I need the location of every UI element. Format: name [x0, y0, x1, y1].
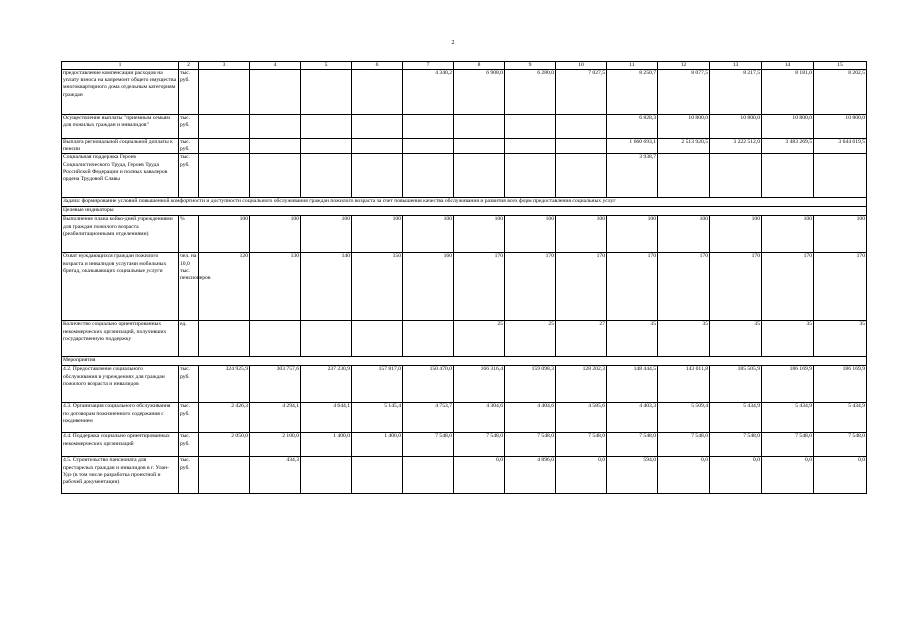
value-cell: 5 434,9: [710, 403, 762, 433]
table-row: [62, 70, 867, 115]
value-cell: 35: [658, 321, 710, 357]
value-cell: 7 548,0: [814, 433, 867, 457]
value-cell: 100: [658, 216, 710, 253]
value-cell: [199, 321, 250, 357]
value-cell: 7 548,0: [710, 433, 762, 457]
row-name: Социальная поддержка Героев Социалистического Труда, Героев Труда Российской Федерации и полных кавалеров ордена Трудовой Славы: [62, 154, 179, 198]
value-cell: [352, 457, 403, 494]
value-cell: 7 548,0: [658, 433, 710, 457]
value-cell: 140: [301, 253, 352, 321]
value-cell: [199, 457, 250, 494]
value-cell: 100: [814, 216, 867, 253]
value-cell: 120: [199, 253, 250, 321]
value-cell: 5 145,4: [352, 403, 403, 433]
value-cell: [658, 154, 710, 198]
column-header: 8: [454, 62, 505, 70]
value-cell: 166 316,4: [454, 366, 505, 403]
value-cell: 3 644 619,5: [814, 139, 867, 154]
value-cell: 143 011,8: [658, 366, 710, 403]
value-cell: 150: [352, 253, 403, 321]
row-name: 4.5. Строительство пансионата для престарелых граждан и инвалидов в г. Улан-Удэ (в том числе разработка проектной и рабочей документации): [62, 457, 179, 494]
row-unit: тыс. руб.: [179, 433, 199, 457]
value-cell: 100: [710, 216, 762, 253]
value-cell: 4 896,0: [505, 457, 556, 494]
column-header: 11: [607, 62, 658, 70]
value-cell: 170: [505, 253, 556, 321]
value-cell: 1 400,0: [301, 433, 352, 457]
value-cell: 4 403,3: [607, 403, 658, 433]
section-title: Задача: формирование условий повышенной комфортности и доступности социального обслуживания граждан пожилого возраста за счет повышения качества обслуживания и развития всех форм предоставления социальных услуг: [62, 198, 867, 207]
value-cell: [556, 154, 607, 198]
value-cell: 324 925,9: [199, 366, 250, 403]
value-cell: 35: [762, 321, 814, 357]
value-cell: 0,0: [814, 457, 867, 494]
row-name: 4.3. Организация социального обслуживания по договорам пожизненного содержания с иждивением: [62, 403, 179, 433]
value-cell: 4 644,1: [301, 403, 352, 433]
column-header: 12: [658, 62, 710, 70]
value-cell: 8 217,5: [710, 70, 762, 115]
column-header: 6: [352, 62, 403, 70]
column-header: 5: [301, 62, 352, 70]
value-cell: [250, 139, 301, 154]
section-row: [62, 207, 867, 216]
value-cell: 5 509,4: [658, 403, 710, 433]
value-cell: [403, 321, 454, 357]
value-cell: [403, 457, 454, 494]
value-cell: 0,0: [710, 457, 762, 494]
row-name: 4.2. Предоставление социального обслуживания в учреждениях для граждан пожилого возраста и инвалидов: [62, 366, 179, 403]
value-cell: 100: [607, 216, 658, 253]
value-cell: 303 757,6: [250, 366, 301, 403]
value-cell: [454, 139, 505, 154]
column-header: 1: [62, 62, 179, 70]
value-cell: 4 753,7: [403, 403, 454, 433]
value-cell: [505, 115, 556, 139]
value-cell: [403, 154, 454, 198]
value-cell: 4 404,6: [505, 403, 556, 433]
value-cell: 4 340,2: [403, 70, 454, 115]
table-row: [62, 154, 867, 198]
value-cell: [199, 70, 250, 115]
row-unit: тыс. руб.: [179, 403, 199, 433]
value-cell: 7 548,0: [607, 433, 658, 457]
value-cell: 7 548,0: [505, 433, 556, 457]
budget-table: [61, 61, 867, 494]
value-cell: [199, 154, 250, 198]
value-cell: 8 077,5: [658, 70, 710, 115]
row-name: Выплата региональной социальной доплаты к пенсии: [62, 139, 179, 154]
value-cell: [352, 321, 403, 357]
value-cell: 5 434,9: [814, 403, 867, 433]
value-cell: 1 660 693,1: [607, 139, 658, 154]
row-unit: чел. на 10,0 тыс. пенсионеров: [179, 253, 199, 321]
value-cell: 3 222 512,0: [710, 139, 762, 154]
value-cell: 7 548,0: [454, 433, 505, 457]
value-cell: 5 434,9: [762, 403, 814, 433]
value-cell: 8 202,5: [814, 70, 867, 115]
column-header: 10: [556, 62, 607, 70]
row-unit: ед.: [179, 321, 199, 357]
value-cell: 100: [556, 216, 607, 253]
section-row: [62, 198, 867, 207]
value-cell: 10 800,0: [658, 115, 710, 139]
column-header: 9: [505, 62, 556, 70]
value-cell: 8 250,7: [607, 70, 658, 115]
value-cell: 3 483 269,5: [762, 139, 814, 154]
value-cell: 100: [454, 216, 505, 253]
value-cell: 100: [250, 216, 301, 253]
value-cell: 27: [556, 321, 607, 357]
header-row: [62, 62, 867, 70]
value-cell: [403, 139, 454, 154]
row-unit: тыс. руб.: [179, 115, 199, 139]
value-cell: 100: [352, 216, 403, 253]
value-cell: 100: [762, 216, 814, 253]
value-cell: [454, 154, 505, 198]
value-cell: 148 444,5: [607, 366, 658, 403]
value-cell: 186 169,9: [762, 366, 814, 403]
value-cell: 4 304,6: [454, 403, 505, 433]
value-cell: 170: [762, 253, 814, 321]
value-cell: 128 202,3: [556, 366, 607, 403]
value-cell: [301, 70, 352, 115]
table-row: [62, 115, 867, 139]
row-unit: %: [179, 216, 199, 253]
column-header: 15: [814, 62, 867, 70]
table-row: [62, 321, 867, 357]
row-unit: тыс. руб.: [179, 70, 199, 115]
value-cell: 2 100,0: [250, 433, 301, 457]
value-cell: [352, 115, 403, 139]
value-cell: 4 585,6: [556, 403, 607, 433]
value-cell: [505, 139, 556, 154]
value-cell: [403, 115, 454, 139]
value-cell: 2 426,3: [199, 403, 250, 433]
value-cell: 0,0: [762, 457, 814, 494]
value-cell: [250, 115, 301, 139]
row-unit: тыс. руб.: [179, 457, 199, 494]
value-cell: [454, 115, 505, 139]
value-cell: 35: [710, 321, 762, 357]
value-cell: [301, 154, 352, 198]
value-cell: 170: [814, 253, 867, 321]
value-cell: 594,0: [607, 457, 658, 494]
value-cell: 170: [710, 253, 762, 321]
value-cell: 150 470,0: [403, 366, 454, 403]
value-cell: 100: [199, 216, 250, 253]
value-cell: 170: [607, 253, 658, 321]
column-header: 2: [179, 62, 199, 70]
value-cell: 7 548,0: [556, 433, 607, 457]
section-title: Целевые индикаторы: [62, 207, 867, 216]
value-cell: 160: [403, 253, 454, 321]
table-row: [62, 403, 867, 433]
value-cell: 35: [814, 321, 867, 357]
value-cell: 157 817,0: [352, 366, 403, 403]
value-cell: [352, 70, 403, 115]
value-cell: [352, 154, 403, 198]
value-cell: 8 181,0: [762, 70, 814, 115]
value-cell: [352, 139, 403, 154]
value-cell: 3 938,7: [607, 154, 658, 198]
value-cell: 4 294,1: [250, 403, 301, 433]
table-body: [62, 70, 867, 494]
value-cell: [199, 139, 250, 154]
value-cell: [250, 154, 301, 198]
value-cell: [814, 154, 867, 198]
value-cell: 6 828,3: [607, 115, 658, 139]
value-cell: 7 548,0: [403, 433, 454, 457]
table-row: [62, 433, 867, 457]
column-header: 14: [762, 62, 814, 70]
section-title: Мероприятия: [62, 357, 867, 366]
value-cell: 237 230,9: [301, 366, 352, 403]
table-row: [62, 139, 867, 154]
row-unit: тыс. руб.: [179, 366, 199, 403]
value-cell: 434,3: [250, 457, 301, 494]
value-cell: 7 548,0: [762, 433, 814, 457]
value-cell: [199, 115, 250, 139]
row-name: Количество социально ориентированных некоммерческих организаций, получивших государственную поддержку: [62, 321, 179, 357]
value-cell: 100: [403, 216, 454, 253]
value-cell: 2 513 920,5: [658, 139, 710, 154]
row-name: Осуществление выплаты "приемным семьям для пожилых граждан и инвалидов": [62, 115, 179, 139]
value-cell: 6 908,0: [454, 70, 505, 115]
column-header: 4: [250, 62, 301, 70]
value-cell: 100: [301, 216, 352, 253]
row-name: Охват нуждающихся граждан пожилого возраста и инвалидов услугами мобильных бригад, оказывающих социальные услуги: [62, 253, 179, 321]
value-cell: 1 400,0: [352, 433, 403, 457]
value-cell: 185 505,9: [710, 366, 762, 403]
table-row: [62, 366, 867, 403]
value-cell: 130: [250, 253, 301, 321]
value-cell: [301, 115, 352, 139]
value-cell: 25: [505, 321, 556, 357]
column-header: 13: [710, 62, 762, 70]
value-cell: 35: [607, 321, 658, 357]
value-cell: [250, 70, 301, 115]
value-cell: 170: [658, 253, 710, 321]
value-cell: 170: [556, 253, 607, 321]
page-number: 2: [451, 40, 455, 46]
row-name: 4.4. Поддержка социально ориентированных некоммерческих организаций: [62, 433, 179, 457]
value-cell: 186 169,9: [814, 366, 867, 403]
value-cell: [556, 115, 607, 139]
row-name: Выполнение плана койко-дней учреждениями для граждан пожилого возраста (реабилитационными отделениями): [62, 216, 179, 253]
value-cell: 10 800,0: [814, 115, 867, 139]
value-cell: [762, 154, 814, 198]
value-cell: [556, 139, 607, 154]
value-cell: 7 027,5: [556, 70, 607, 115]
value-cell: [710, 154, 762, 198]
value-cell: 0,0: [556, 457, 607, 494]
value-cell: 25: [454, 321, 505, 357]
value-cell: 159 098,3: [505, 366, 556, 403]
column-header: 3: [199, 62, 250, 70]
value-cell: 2 050,0: [199, 433, 250, 457]
value-cell: [301, 139, 352, 154]
value-cell: 6 280,0: [505, 70, 556, 115]
value-cell: 10 800,0: [762, 115, 814, 139]
row-unit: тыс. руб.: [179, 139, 199, 154]
table-row: [62, 457, 867, 494]
value-cell: [250, 321, 301, 357]
table-row: [62, 216, 867, 253]
value-cell: [505, 154, 556, 198]
section-row: [62, 357, 867, 366]
value-cell: 100: [505, 216, 556, 253]
column-header: 7: [403, 62, 454, 70]
value-cell: [301, 457, 352, 494]
row-name: предоставление компенсации расходов на уплату взноса на капремонт общего имущества многоквартирного дома отдельным категориям граждан: [62, 70, 179, 115]
table-row: [62, 253, 867, 321]
value-cell: 0,0: [658, 457, 710, 494]
value-cell: 0,0: [454, 457, 505, 494]
value-cell: 10 800,0: [710, 115, 762, 139]
row-unit: тыс. руб.: [179, 154, 199, 198]
value-cell: [301, 321, 352, 357]
value-cell: 170: [454, 253, 505, 321]
